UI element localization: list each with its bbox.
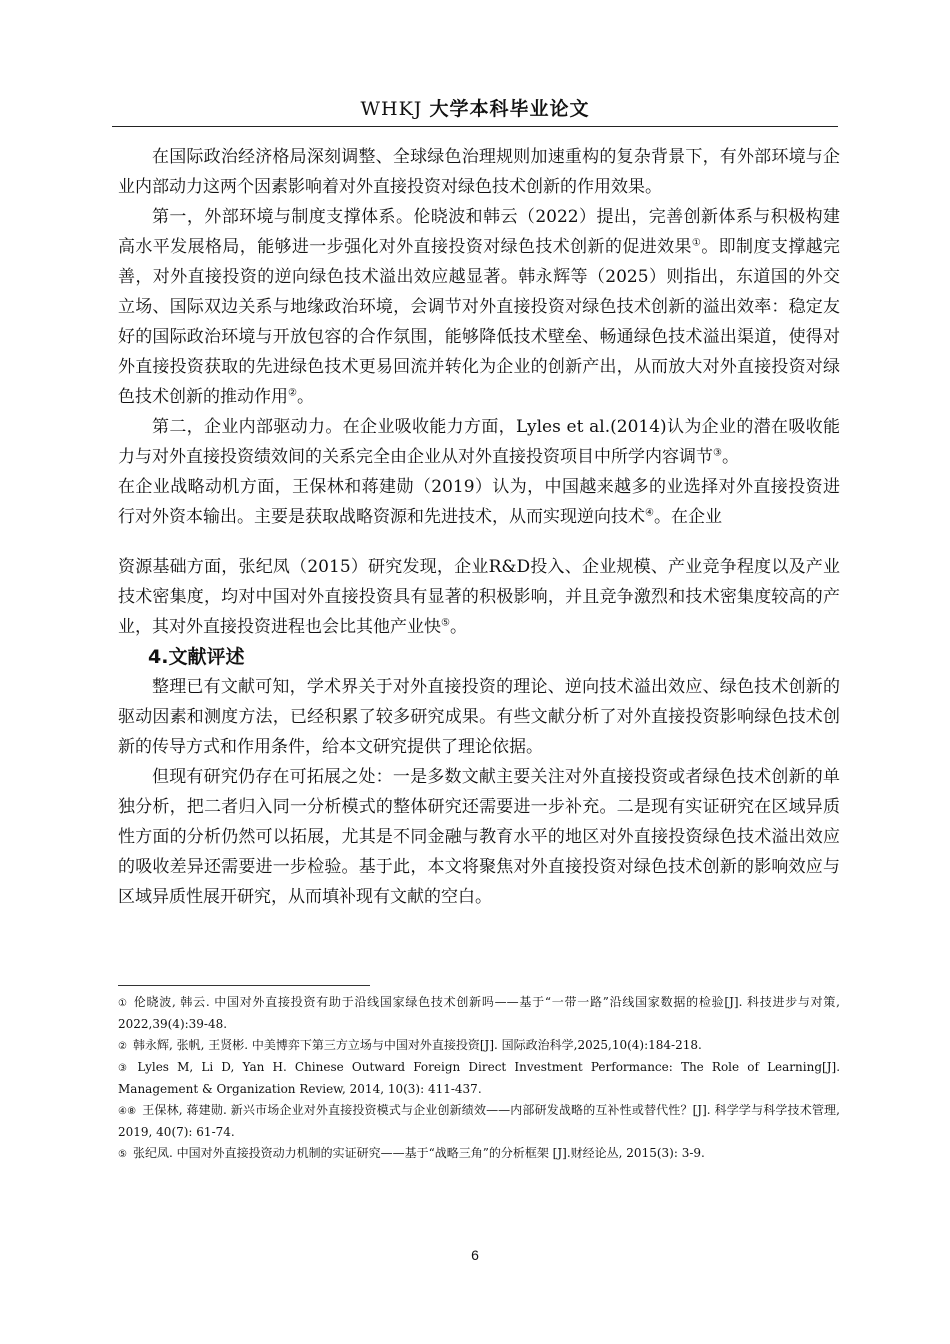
- paragraph-text: 第二，企业内部驱动力。在企业吸收能力方面，Lyles et al.(2014)认为企业的潜在吸收能力与对外直接投资绩效间的关系完全由企业从对外直接投资项目中所学内容调节: [118, 417, 840, 467]
- footnote-mark: ③: [118, 1063, 132, 1074]
- footnote-ref-3[interactable]: ③: [713, 447, 722, 459]
- paragraph-gap: [118, 532, 840, 552]
- footnote-ref-5[interactable]: ⑤: [441, 617, 450, 629]
- footnote-ref-4[interactable]: ④: [645, 507, 654, 519]
- footnote-ref-2[interactable]: ②: [288, 387, 297, 399]
- footnote-mark: ②: [118, 1041, 127, 1052]
- paragraph-review-summary: [118, 672, 840, 762]
- paragraph-background: [118, 142, 840, 202]
- footnote-mark: ⑤: [118, 1149, 127, 1160]
- page-number: 6: [471, 1247, 479, 1263]
- footnote-3: [118, 1057, 840, 1100]
- footnote-separator: [118, 985, 370, 986]
- section-heading: 4.文献评述: [148, 646, 245, 668]
- footnote-5: [118, 1143, 840, 1165]
- footnote-2: [118, 1035, 840, 1057]
- footnote-4: [118, 1100, 840, 1143]
- footnote-text: Lyles M, Li D, Yan H. Chinese Outward Foreign Direct Investment Performance: The Role of Learning[J]. Management & Organization Review, 2014, 10(3): 411-437.: [118, 1060, 841, 1096]
- paragraph-text: 。: [296, 387, 314, 407]
- footnote-1: [118, 992, 840, 1035]
- footnote-text: 王保林, 蒋建勋. 新兴市场企业对外直接投资模式与企业创新绩效——内部研发战略的互补性或替代性？[J]. 科学学与科学技术管理, 2019, 40(7): 61-74.: [118, 1103, 840, 1139]
- paragraph-text: 。: [721, 447, 739, 467]
- paragraph-text: 。在企业: [653, 507, 722, 527]
- paragraph-external-environment: [118, 202, 840, 412]
- paragraph-resource-base: [118, 552, 840, 642]
- paragraph-text: 。: [449, 617, 467, 637]
- paragraph-text: 资源基础方面，张纪凤（2015）研究发现，企业R&D投入、企业规模、产业竞争程度以及产业技术密集度，均对中国对外直接投资具有显著的积极影响，并且竞争激烈和技术密集度较高的产业，其对外直接投资进程也会比其他产业快: [118, 557, 840, 637]
- page-header: [112, 92, 838, 127]
- paragraph-internal-drivers: [118, 412, 840, 472]
- paragraph-research-gap: [118, 762, 840, 912]
- header-title-cjk: 大学本科毕业论文: [429, 98, 590, 120]
- header-title-latin: WHKJ: [360, 98, 423, 120]
- paragraph-strategic-motive: [118, 472, 840, 532]
- body-text: [118, 142, 840, 912]
- footnote-ref-1[interactable]: ①: [691, 237, 702, 249]
- paragraph-text: 整理已有文献可知，学术界关于对外直接投资的理论、逆向技术溢出效应、绿色技术创新的驱动因素和测度方法，已经积累了较多研究成果。有些文献分析了对外直接投资影响绿色技术创新的传导方式和作用条件，给本文研究提供了理论依据。: [118, 677, 840, 757]
- paragraph-text: 但现有研究仍存在可拓展之处：一是多数文献主要关注对外直接投资或者绿色技术创新的单独分析，把二者归入同一分析模式的整体研究还需要进一步补充。二是现有实证研究在区域异质性方面的分析仍然可以拓展，尤其是不同金融与教育水平的地区对外直接投资绿色技术溢出效应的吸收差异还需要进一步检验。基于此，本文将聚焦对外直接投资对绿色技术创新的影响效应与区域异质性展开研究，从而填补现有文献的空白。: [118, 767, 840, 907]
- paragraph-text: 第一，外部环境与制度支撑体系。伦晓波和韩云（2022）提出，完善创新体系与积极构建高水平发展格局，能够进一步强化对外直接投资对绿色技术创新的促进效果: [118, 207, 840, 257]
- paragraph-text: 在企业战略动机方面，王保林和蒋建勋（2019）认为，中国越来越多的业选择对外直接投资进行对外资本输出。主要是获取战略资源和先进技术，从而实现逆向技术: [118, 477, 840, 527]
- paragraph-text: 。即制度支撑越完善，对外直接投资的逆向绿色技术溢出效应越显著。韩永辉等（2025）则指出，东道国的外交立场、国际双边关系与地缘政治环境，会调节对外直接投资对绿色技术创新的溢出效率：稳定友好的国际政治环境与开放包容的合作氛围，能够降低技术壁垒、畅通绿色技术溢出渠道，使得对外直接投资获取的先进绿色技术更易回流并转化为企业的创新产出，从而放大对外直接投资对绿色技术创新的推动作用: [118, 237, 841, 407]
- footnotes: [118, 992, 840, 1165]
- footnote-text: 张纪凤. 中国对外直接投资动力机制的实证研究——基于“战略三角”的分析框架 [J].财经论丛, 2015(3): 3-9.: [132, 1146, 705, 1160]
- footnote-text: 韩永辉, 张帆, 王贤彬. 中美博弈下第三方立场与中国对外直接投资[J]. 国际政治科学,2025,10(4):184-218.: [132, 1038, 702, 1052]
- footnote-mark: ④⑧: [118, 1106, 137, 1117]
- header-title: [361, 98, 590, 120]
- footnote-text: 伦晓波, 韩云. 中国对外直接投资有助于沿线国家绿色技术创新吗——基于“一带一路”沿线国家数据的检验[J]. 科技进步与对策, 2022,39(4):39-48.: [118, 995, 840, 1031]
- paragraph-background-text: 在国际政治经济格局深刻调整、全球绿色治理规则加速重构的复杂背景下，有外部环境与企业内部动力这两个因素影响着对外直接投资对绿色技术创新的作用效果。: [118, 147, 840, 197]
- footnote-mark: ①: [118, 998, 128, 1009]
